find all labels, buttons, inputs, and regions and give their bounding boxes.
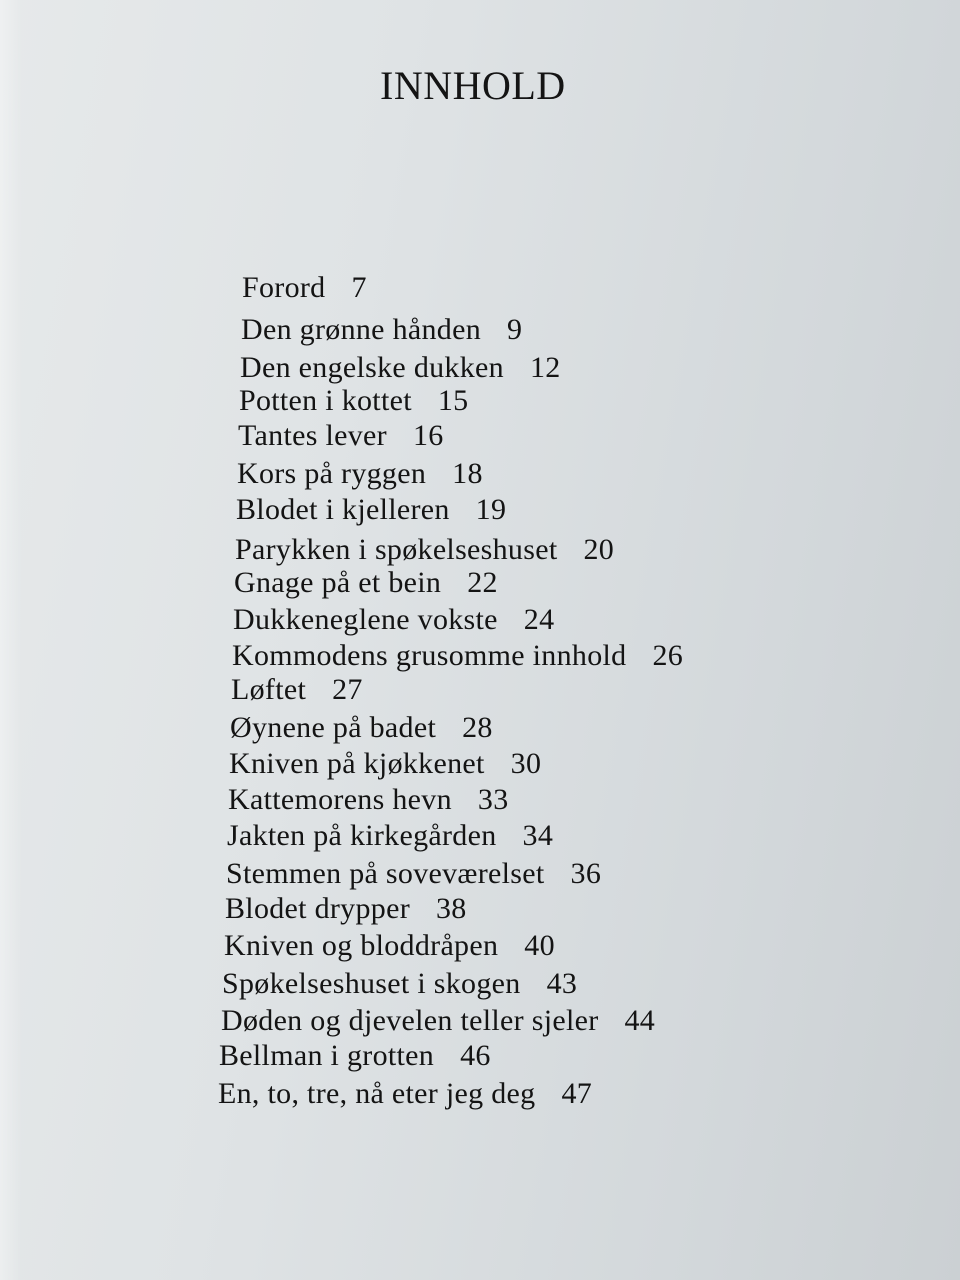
toc-entry	[231, 672, 363, 708]
toc-entry	[242, 270, 367, 306]
toc-entry	[240, 350, 561, 386]
toc-entry-page: 16	[412, 419, 444, 452]
toc-entry-title: Den grønne hånden	[241, 313, 482, 346]
toc-entry-page: 38	[436, 892, 467, 925]
toc-entry	[222, 966, 577, 1002]
toc-entry-title: Parykken i spøkelseshuset	[235, 533, 558, 566]
toc-entry-page: 19	[475, 493, 507, 526]
toc-entry	[218, 1076, 592, 1112]
toc-entry-title: Forord	[242, 271, 326, 304]
toc-entry-page: 43	[546, 967, 578, 1000]
toc-entry-title: Blodet drypper	[225, 892, 410, 925]
toc-entry-page: 47	[561, 1077, 593, 1110]
toc-entry-page: 7	[351, 271, 367, 304]
toc-entry-page: 33	[477, 783, 509, 816]
toc-entry	[221, 1003, 655, 1039]
toc-entry	[229, 746, 541, 782]
toc-entry-title: Øynene på badet	[230, 711, 437, 744]
toc-entry-page: 22	[467, 566, 498, 599]
toc-entry-page: 24	[523, 603, 555, 636]
toc-entry-title: Kniven på kjøkkenet	[229, 747, 485, 780]
toc-entry-title: Kattemorens hevn	[228, 783, 452, 816]
toc-entry-page: 27	[332, 673, 363, 706]
toc-entry-title: En, to, tre, nå eter jeg deg	[218, 1077, 536, 1110]
toc-entry-title: Jakten på kirkegården	[227, 819, 497, 852]
toc-entry-title: Løftet	[231, 673, 307, 706]
toc-entry	[219, 1038, 491, 1074]
toc-entry-title: Kors på ryggen	[237, 457, 427, 490]
toc-entry-page: 9	[507, 313, 523, 346]
toc-entry-page: 36	[570, 857, 602, 890]
toc-entry-title: Spøkelseshuset i skogen	[222, 967, 521, 1000]
toc-entry-page: 26	[652, 639, 684, 672]
toc-entry-title: Den engelske dukken	[240, 351, 504, 384]
contents-heading: INNHOLD	[380, 63, 566, 108]
toc-entry-title: Stemmen på soveværelset	[226, 857, 545, 890]
toc-entry	[228, 782, 509, 818]
toc-entry-page: 34	[522, 819, 554, 852]
toc-entry	[237, 456, 483, 492]
toc-entry-title: Potten i kottet	[239, 384, 412, 417]
toc-entry-page: 44	[624, 1004, 656, 1037]
toc-entry	[238, 418, 444, 454]
toc-entry	[236, 492, 506, 528]
toc-entry	[227, 818, 553, 854]
toc-entry-page: 30	[510, 747, 542, 780]
toc-entry-title: Kommodens grusomme innhold	[232, 639, 627, 672]
toc-entry	[225, 891, 467, 927]
toc-entry	[224, 928, 555, 964]
toc-entry-title: Tantes lever	[238, 419, 387, 452]
toc-entry	[235, 532, 614, 568]
toc-entry	[239, 383, 468, 419]
toc-entry	[241, 312, 522, 348]
toc-entry-page: 20	[583, 533, 615, 566]
toc-entry-page: 46	[460, 1039, 491, 1072]
toc-entry	[226, 856, 601, 892]
toc-entry-title: Bellman i grotten	[219, 1039, 435, 1072]
toc-entry	[234, 565, 498, 601]
toc-entry-page: 15	[437, 384, 469, 417]
toc-entry	[232, 638, 683, 674]
toc-entry	[230, 710, 493, 746]
toc-entry	[233, 602, 554, 638]
toc-entry-page: 28	[462, 711, 493, 744]
toc-entry-page: 40	[524, 929, 555, 962]
toc-entry-title: Blodet i kjelleren	[236, 493, 450, 526]
toc-entry-page: 18	[452, 457, 483, 490]
toc-entry-title: Kniven og bloddråpen	[224, 929, 499, 962]
toc-entry-title: Dukkeneglene vokste	[233, 603, 498, 636]
toc-entry-title: Gnage på et bein	[234, 566, 442, 599]
toc-entry-title: Døden og djevelen teller sjeler	[221, 1004, 599, 1037]
toc-entry-page: 12	[529, 351, 561, 384]
